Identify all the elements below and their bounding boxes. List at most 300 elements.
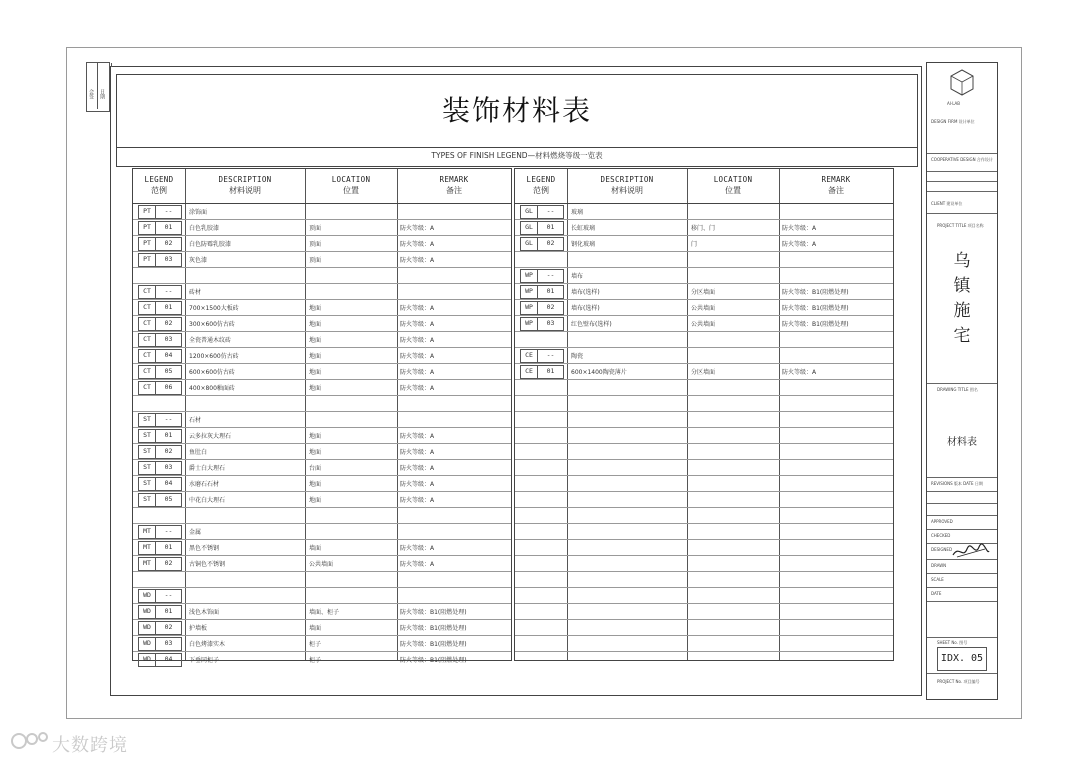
table-row [515, 364, 893, 380]
table-row [133, 428, 511, 444]
material-remark: 防火等级：A [400, 545, 435, 552]
legend-prefix: PT [143, 207, 151, 215]
material-remark: 防火等级：B1(阻燃处理) [782, 289, 849, 296]
material-location: 顶面 [309, 257, 322, 264]
legend-number: -- [164, 207, 173, 215]
legend-prefix: CT [143, 335, 151, 343]
table-subtitle: TYPES OF FINISH LEGEND—材料燃烧等级一览表 [431, 151, 603, 160]
legend-number: 02 [546, 303, 555, 311]
table-row [515, 236, 893, 252]
legend-code-box [138, 349, 182, 363]
legend-code-box [138, 637, 182, 651]
column-header-cn: 材料说明 [229, 186, 261, 195]
table-row [133, 556, 511, 572]
material-description: 浅色木饰面 [189, 609, 220, 616]
row-divider [515, 459, 893, 460]
material-remark: 防火等级：B1(阻燃处理) [782, 321, 849, 328]
legend-number: 02 [164, 319, 173, 327]
column-header [515, 174, 567, 196]
material-location: 公共墙面 [691, 321, 716, 328]
legend-code-box [138, 557, 182, 571]
legend-number: -- [164, 415, 173, 423]
legend-number: -- [164, 591, 173, 599]
legend-code-box [520, 365, 564, 379]
row-divider [515, 427, 893, 428]
legend-code-box [520, 301, 564, 315]
material-description: 长虹玻璃 [571, 225, 596, 232]
material-description: 金属 [189, 529, 202, 536]
column-header-en: LEGEND [526, 175, 556, 184]
legend-prefix: CT [143, 303, 151, 311]
legend-number: 03 [164, 463, 173, 471]
legend-prefix: WD [143, 607, 151, 615]
material-location: 地面 [309, 321, 322, 328]
material-location: 顶面 [309, 241, 322, 248]
material-description: 下垂同柜子 [189, 657, 220, 664]
material-location: 地面 [309, 337, 322, 344]
sheet-number: IDX. 05 [937, 647, 987, 671]
legend-code-box [520, 237, 564, 251]
column-header [567, 174, 687, 196]
material-description: 700×1500大板砖 [189, 305, 239, 312]
legend-prefix: GL [525, 207, 533, 215]
table-row [133, 508, 511, 524]
legend-number: 02 [164, 623, 173, 631]
logo-text: AI·LAB [947, 101, 960, 106]
legend-number: -- [164, 287, 173, 295]
material-remark: 防火等级：A [400, 353, 435, 360]
material-location: 地面 [309, 497, 322, 504]
row-divider [515, 507, 893, 508]
material-remark: 防火等级：B1(阻燃处理) [782, 305, 849, 312]
legend-code-box [138, 525, 182, 539]
table-row [515, 252, 893, 268]
legend-code-box [138, 237, 182, 251]
title-block [926, 62, 998, 700]
legend-number: 03 [164, 639, 173, 647]
legend-number: 01 [164, 607, 173, 615]
material-location: 地面 [309, 449, 322, 456]
row-divider [515, 587, 893, 588]
firm-logo-icon [949, 69, 975, 97]
material-description: 白色防霉乳胶漆 [189, 241, 232, 248]
table-row [133, 604, 511, 620]
material-description: 全瓷普通木纹砖 [189, 337, 232, 344]
legend-number: 01 [546, 223, 555, 231]
title-area [116, 74, 918, 148]
material-location: 墙面 [309, 625, 322, 632]
table-row [515, 316, 893, 332]
material-remark: 防火等级：A [400, 257, 435, 264]
client-label: CLIENT 建设单位 [931, 201, 963, 206]
legend-prefix: CT [143, 319, 151, 327]
legend-code-box [138, 333, 182, 347]
legend-prefix: WP [525, 303, 533, 311]
legend-prefix: ST [143, 415, 151, 423]
column-header [397, 174, 511, 196]
legend-prefix: ST [143, 463, 151, 471]
legend-number: 03 [164, 335, 173, 343]
material-description: 墙布(选样) [571, 289, 600, 296]
material-location: 地面 [309, 369, 322, 376]
table-row [133, 460, 511, 476]
legend-number: 06 [164, 383, 173, 391]
legend-code-box [138, 205, 182, 219]
material-description: 涂饰面 [189, 209, 208, 216]
legend-prefix: CT [143, 383, 151, 391]
material-remark: 防火等级：A [400, 465, 435, 472]
material-description: 云多拉灰大理石 [189, 433, 232, 440]
table-row [133, 412, 511, 428]
material-description: 1200×600仿古砖 [189, 353, 239, 360]
material-location: 柜子 [309, 641, 322, 648]
legend-prefix: WP [525, 271, 533, 279]
legend-code-box [520, 349, 564, 363]
material-description: 陶瓷 [571, 353, 584, 360]
column-header [305, 174, 397, 196]
column-header-cn: 材料说明 [611, 186, 643, 195]
legend-code-box [520, 269, 564, 283]
material-remark: 防火等级：A [400, 305, 435, 312]
legend-code-box [138, 253, 182, 267]
design-firm-label: DESIGN FIRM 设计单位 [931, 119, 975, 124]
column-header-en: LOCATION [713, 175, 753, 184]
material-remark: 防火等级：A [782, 369, 817, 376]
material-location: 地面 [309, 433, 322, 440]
approved-label: APPROVED [931, 519, 953, 524]
column-header-en: DESCRIPTION [600, 175, 654, 184]
date-label: DATE [931, 591, 942, 596]
drawing-title-label: DRAWING TITLE 图名 [937, 387, 978, 392]
material-description: 白色烤漆实木 [189, 641, 226, 648]
table-row [133, 236, 511, 252]
material-description: 水磨石石材 [189, 481, 220, 488]
legend-prefix: ST [143, 431, 151, 439]
project-title: 乌镇施宅 [953, 251, 971, 346]
legend-number: 01 [164, 543, 173, 551]
column-header [779, 174, 893, 196]
drawn-label: DRAWN [931, 563, 947, 568]
material-remark: 防火等级：B1(阻燃处理) [400, 657, 467, 664]
table-row [133, 444, 511, 460]
table-row [133, 476, 511, 492]
column-header-cn: 备注 [446, 186, 462, 195]
legend-number: 01 [164, 223, 173, 231]
material-description: 墙布 [571, 273, 584, 280]
row-divider [515, 491, 893, 492]
material-remark: 防火等级：B1(阻燃处理) [400, 609, 467, 616]
column-header [185, 174, 305, 196]
legend-number: 03 [164, 255, 173, 263]
watermark-text: 大数跨境 [52, 735, 128, 756]
material-remark: 防火等级：A [400, 433, 435, 440]
material-remark: 防火等级：A [400, 225, 435, 232]
legend-prefix: GL [525, 223, 533, 231]
legend-code-box [520, 285, 564, 299]
material-remark: 防火等级：A [400, 369, 435, 376]
legend-number: 01 [546, 367, 555, 375]
material-description: 护墙板 [189, 625, 208, 632]
table-row [133, 364, 511, 380]
legend-number: 02 [164, 447, 173, 455]
legend-code-box [138, 429, 182, 443]
revisions-label: REVISIONS 版本 DATE 日期 [931, 481, 983, 486]
material-description: 古铜色不锈钢 [189, 561, 226, 568]
material-description: 砖材 [189, 289, 202, 296]
table-row [515, 332, 893, 348]
material-location: 公共墙面 [691, 305, 716, 312]
table-row [515, 284, 893, 300]
column-header-en: LEGEND [144, 175, 174, 184]
row-divider [515, 395, 893, 396]
legend-code-box [138, 413, 182, 427]
row-divider [515, 651, 893, 652]
table-row [133, 380, 511, 396]
table-row [515, 348, 893, 364]
material-description: 鱼肚白 [189, 449, 208, 456]
countersign-strip [86, 62, 110, 112]
material-location: 地面 [309, 481, 322, 488]
material-location: 墙面 [309, 545, 322, 552]
table-row [515, 268, 893, 284]
legend-prefix: PT [143, 223, 151, 231]
row-divider [515, 555, 893, 556]
watermark-logo-icon [10, 728, 50, 756]
material-location: 顶面 [309, 225, 322, 232]
material-location: 公共墙面 [309, 561, 334, 568]
legend-code-box [138, 477, 182, 491]
drawing-title: 材料表 [947, 437, 977, 448]
material-description: 钢化玻璃 [571, 241, 596, 248]
table-row [515, 300, 893, 316]
column-header-cn: 范例 [533, 186, 549, 195]
table-row [133, 524, 511, 540]
row-divider [515, 539, 893, 540]
legend-code-box [138, 365, 182, 379]
material-remark: 防火等级：A [400, 481, 435, 488]
legend-prefix: ST [143, 495, 151, 503]
legend-number: 01 [164, 303, 173, 311]
legend-prefix: WD [143, 623, 151, 631]
material-remark: 防火等级：A [782, 225, 817, 232]
legend-code-box [138, 445, 182, 459]
material-description: 爵士白大理石 [189, 465, 226, 472]
table-row [133, 252, 511, 268]
row-divider [515, 475, 893, 476]
table-row [133, 620, 511, 636]
legend-prefix: PT [143, 239, 151, 247]
countersign-date-label: 日期 [99, 89, 105, 99]
finish-legend-table-left [132, 168, 512, 664]
table-row [133, 268, 511, 284]
legend-code-box [138, 381, 182, 395]
material-location: 墙面、柜子 [309, 609, 340, 616]
material-description: 红色壁布(选样) [571, 321, 612, 328]
row-divider [515, 571, 893, 572]
legend-code-box [138, 605, 182, 619]
table-row [133, 332, 511, 348]
legend-prefix: GL [525, 239, 533, 247]
legend-code-box [520, 317, 564, 331]
column-header-en: LOCATION [331, 175, 371, 184]
material-location: 地面 [309, 305, 322, 312]
column-header-cn: 范例 [151, 186, 167, 195]
cooperative-design-label: COOPERATIVE DESIGN 合作设计 [931, 157, 993, 162]
legend-number: -- [164, 527, 173, 535]
column-header [133, 174, 185, 196]
material-remark: 防火等级：A [400, 241, 435, 248]
legend-number: 02 [546, 239, 555, 247]
project-no-label: PROJECT No. 项目编号 [937, 679, 980, 684]
material-description: 石材 [189, 417, 202, 424]
legend-prefix: CT [143, 367, 151, 375]
legend-number: -- [546, 271, 555, 279]
legend-prefix: WD [143, 655, 151, 663]
legend-prefix: PT [143, 255, 151, 263]
material-description: 600×600仿古砖 [189, 369, 235, 376]
table-row [133, 540, 511, 556]
legend-code-box [138, 317, 182, 331]
legend-number: 04 [164, 655, 173, 663]
material-location: 门 [691, 241, 698, 248]
material-description: 黑色不锈钢 [189, 545, 220, 552]
column-header-en: REMARK [439, 175, 469, 184]
legend-number: -- [546, 207, 555, 215]
material-location: 柜子 [309, 657, 322, 664]
material-remark: 防火等级：A [400, 385, 435, 392]
designed-label: DESIGNED [931, 547, 953, 552]
legend-prefix: WP [525, 287, 533, 295]
table-row [515, 204, 893, 220]
legend-code-box [138, 301, 182, 315]
column-header-en: REMARK [821, 175, 851, 184]
legend-prefix: CE [525, 351, 533, 359]
finish-legend-table-right [514, 168, 894, 661]
row-divider [515, 635, 893, 636]
material-remark: 防火等级：A [782, 241, 817, 248]
legend-number: 05 [164, 367, 173, 375]
material-description: 600×1400陶瓷薄片 [571, 369, 627, 376]
table-row [133, 300, 511, 316]
material-description: 中花白大理石 [189, 497, 226, 504]
checked-label: CHECKED [931, 533, 951, 538]
sheet-no-label: SHEET No. 图号 [937, 640, 968, 645]
legend-prefix: CT [143, 287, 151, 295]
legend-code-box [138, 541, 182, 555]
material-location: 台面 [309, 465, 322, 472]
row-divider [515, 619, 893, 620]
table-row [133, 220, 511, 236]
row-divider [515, 523, 893, 524]
legend-prefix: WD [143, 591, 151, 599]
table-row [133, 348, 511, 364]
legend-number: 03 [546, 319, 555, 327]
legend-prefix: MT [143, 543, 151, 551]
row-divider [515, 443, 893, 444]
table-row [133, 588, 511, 604]
subtitle-bar [116, 146, 918, 167]
material-remark: 防火等级：A [400, 337, 435, 344]
legend-code-box [138, 461, 182, 475]
legend-code-box [138, 653, 182, 667]
column-header-cn: 位置 [725, 186, 741, 195]
countersign-label: 会签 [88, 89, 94, 99]
legend-number: 02 [164, 239, 173, 247]
material-remark: 防火等级：A [400, 449, 435, 456]
material-description: 300×600仿古砖 [189, 321, 235, 328]
material-remark: 防火等级：B1(阻燃处理) [400, 641, 467, 648]
legend-prefix: WD [143, 639, 151, 647]
legend-prefix: MT [143, 559, 151, 567]
table-row [133, 652, 511, 668]
legend-code-box [138, 621, 182, 635]
countersign-cell [87, 63, 98, 109]
material-location: 分区墙面 [691, 289, 716, 296]
legend-prefix: ST [143, 479, 151, 487]
legend-code-box [520, 221, 564, 235]
material-location: 分区墙面 [691, 369, 716, 376]
material-description: 白色乳胶漆 [189, 225, 220, 232]
legend-code-box [138, 493, 182, 507]
material-location: 移门、门 [691, 225, 716, 232]
table-row [133, 396, 511, 412]
legend-number: -- [546, 351, 555, 359]
row-divider [515, 411, 893, 412]
legend-prefix: MT [143, 527, 151, 535]
legend-number: 01 [546, 287, 555, 295]
material-description: 玻璃 [571, 209, 584, 216]
table-row [133, 284, 511, 300]
legend-code-box [138, 285, 182, 299]
legend-number: 02 [164, 559, 173, 567]
legend-prefix: CT [143, 351, 151, 359]
page-title: 装饰材料表 [441, 94, 592, 127]
column-header [687, 174, 779, 196]
material-location: 地面 [309, 385, 322, 392]
table-row [133, 492, 511, 508]
legend-number: 05 [164, 495, 173, 503]
legend-prefix: CE [525, 367, 533, 375]
legend-prefix: WP [525, 319, 533, 327]
legend-number: 01 [164, 431, 173, 439]
legend-prefix: ST [143, 447, 151, 455]
table-row [133, 316, 511, 332]
material-description: 400×800釉面砖 [189, 385, 235, 392]
column-header-cn: 位置 [343, 186, 359, 195]
table-row [133, 572, 511, 588]
table-row [133, 204, 511, 220]
material-remark: 防火等级：A [400, 561, 435, 568]
table-row [515, 220, 893, 236]
material-remark: 防火等级：A [400, 321, 435, 328]
column-header-en: DESCRIPTION [218, 175, 272, 184]
legend-code-box [138, 221, 182, 235]
material-location: 地面 [309, 353, 322, 360]
material-description: 墙布(选样) [571, 305, 600, 312]
material-remark: 防火等级：A [400, 497, 435, 504]
legend-number: 04 [164, 479, 173, 487]
row-divider [515, 603, 893, 604]
project-title-label: PROJECT TITLE 项目名称 [937, 223, 984, 228]
legend-code-box [138, 589, 182, 603]
legend-number: 04 [164, 351, 173, 359]
legend-code-box [520, 205, 564, 219]
table-row [133, 636, 511, 652]
material-remark: 防火等级：B1(阻燃处理) [400, 625, 467, 632]
material-description: 灰色漆 [189, 257, 208, 264]
scale-label: SCALE [931, 577, 944, 582]
column-header-cn: 备注 [828, 186, 844, 195]
